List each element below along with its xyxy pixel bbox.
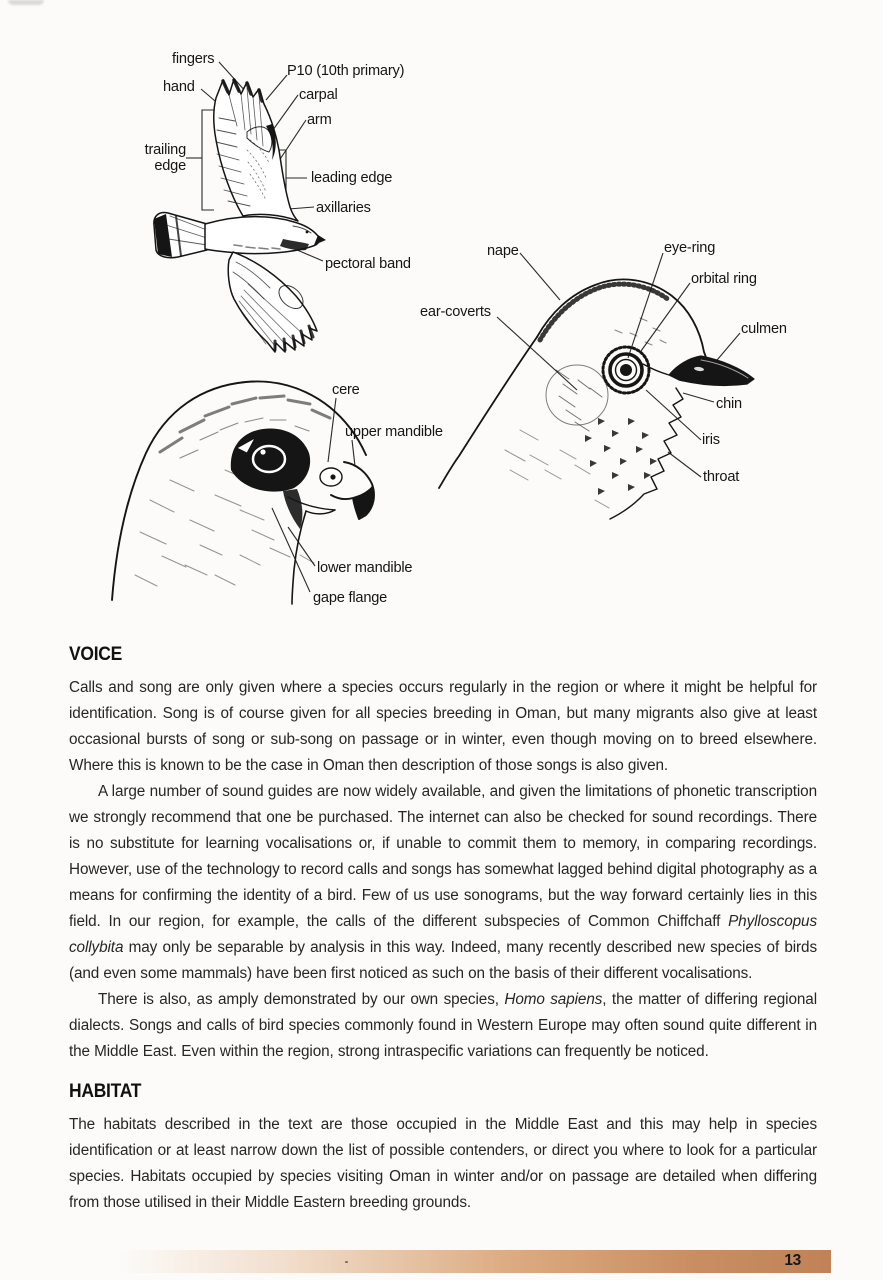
scan-speck [345,1261,348,1263]
head-label-throat: throat [703,469,740,485]
voice-heading: VOICE [69,644,123,665]
head-label-eye-ring: eye-ring [664,240,716,256]
head-label-nape: nape [487,243,519,259]
raptor-label-upper-mandible: upper mandible [345,424,443,440]
flight-label-arm: arm [307,112,332,128]
flight-label-carpal: carpal [299,87,338,103]
flight-label-axillaries: axillaries [316,200,371,216]
head-label-orbital-ring: orbital ring [691,271,757,287]
head-label-ear-coverts: ear-coverts [420,304,491,320]
raptor-label-cere: cere [332,382,360,398]
raptor-label-lower-mandible: lower mandible [317,560,413,576]
head-label-chin: chin [716,396,742,412]
flight-label-pectoral-band: pectoral band [325,256,411,272]
body-text-column [69,644,817,1216]
flight-label-fingers: fingers [172,51,215,67]
habitat-paragraph-1: The habitats described in the text are those occupied in the Middle East and this may help in species identification or at least narrow down the list of possible contenders, or direct you where to look for a particular species. Habitats occupied by species visiting Oman in winter and/or on passage are detailed when differing from those utilised in their Middle Eastern breeding grounds. [69,1116,817,1211]
flight-label-leading-edge: leading edge [311,170,393,186]
voice-paragraph-1: Calls and song are only given where a species occurs regularly in the region or where it might be helpful for identification. Song is of course given for all species breeding in Oman, but many migrants also give at least occasional bursts of song or sub-song on passage or in winter, even though moving on to breed elsewhere. Where this is known to be the case in Oman then description of those songs is also given. [69,679,817,774]
voice-paragraph-2: A large number of sound guides are now widely available, and given the limitations of phonetic transcription we strongly recommend that one be purchased. The internet can also be checked for sound recordings. There is no substitute for learning vocalisations or, if unable to commit them to memory, in comparing recordings. However, use of the technology to record calls and songs has somewhat lagged behind digital photography as a means for confirming the identity of a bird. Few of us use sonograms, but the way forward certainly lies in this field. In our region, for example, the calls of the different subspecies of Common Chiffchaff Phylloscopus collybita may only be separable by analysis in this way. Indeed, many recently described new species of birds (and even some mammals) have been first noticed as such on the basis of their different vocalisations. [69,783,817,982]
head-label-iris: iris [702,432,720,448]
head-label-culmen: culmen [741,321,787,337]
flight-bird-figure [154,79,326,352]
footer-gradient-bar [118,1250,831,1273]
page-number: 13 [784,1252,801,1269]
flight-label-hand: hand [163,79,195,95]
voice-paragraph-3: There is also, as amply demonstrated by our own species, Homo sapiens, the matter of differing regional dialects. Songs and calls of bird species commonly found in Western Europe may often sound quite different in the Middle East. Even within the region, strong intraspecific variations can frequently be noticed. [69,991,817,1060]
flight-label-p10: P10 (10th primary) [287,63,405,79]
throat-streaks [585,418,657,495]
flight-label-trailing-edge: trailing edge [144,142,186,174]
habitat-heading: HABITAT [69,1081,142,1102]
raptor-label-gape-flange: gape flange [313,590,388,606]
